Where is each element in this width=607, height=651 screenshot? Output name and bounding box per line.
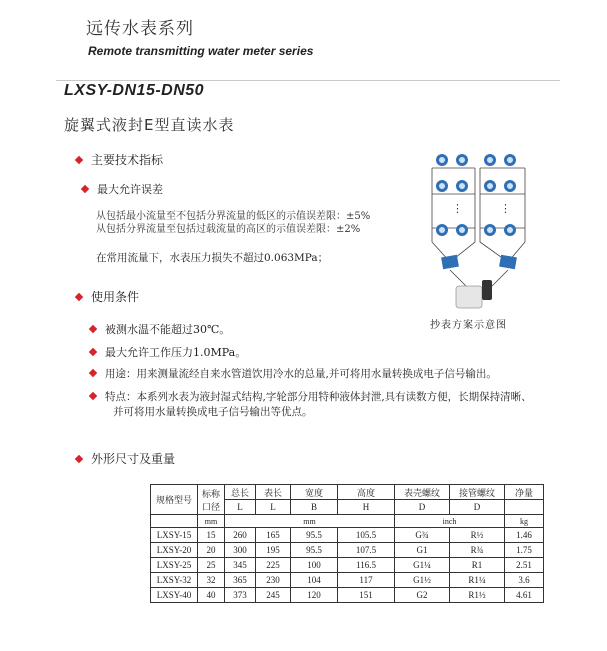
table-cell: R½ <box>450 528 505 543</box>
table-cell: 116.5 <box>338 558 395 573</box>
table-cell: G1½ <box>395 573 450 588</box>
diamond-bullet-icon <box>75 155 83 163</box>
section-usage <box>76 288 139 305</box>
spec-table <box>150 484 544 603</box>
sym-h: H <box>338 500 395 515</box>
sym-l1: L <box>225 500 256 515</box>
table-cell: G¾ <box>395 528 450 543</box>
usage-item-1 <box>90 321 230 337</box>
unit-blank <box>151 515 198 528</box>
usage-item-3-text: 用途：用来测量流经自来水管道饮用冷水的总量,并可将用水量转换成电子信号输出。 <box>105 368 497 380</box>
table-cell: R1 <box>450 558 505 573</box>
section-dims <box>76 450 175 467</box>
section-dims-label: 外形尺寸及重量 <box>91 452 176 466</box>
table-cell: 20 <box>198 543 225 558</box>
table-cell: 345 <box>225 558 256 573</box>
table-cell: 225 <box>256 558 291 573</box>
table-cell: 2.51 <box>505 558 544 573</box>
usage-item-3 <box>90 366 497 381</box>
table-cell: 107.5 <box>338 543 395 558</box>
diagram-caption: 抄表方案示意图 <box>430 320 507 331</box>
table-cell: 245 <box>256 588 291 603</box>
table-cell: 4.61 <box>505 588 544 603</box>
usage-item-2-text: 最大允许工作压力1.0MPa。 <box>105 346 247 359</box>
table-row <box>151 573 544 588</box>
table-cell: R1¼ <box>450 573 505 588</box>
diagram-ellipsis: ⋮ <box>500 202 511 215</box>
table-cell: 260 <box>225 528 256 543</box>
usage-item-1-text: 被测水温不能超过30℃。 <box>105 323 231 336</box>
col-spec: 规格型号 <box>151 485 198 515</box>
col-len: 表长 <box>256 485 291 500</box>
col-height: 高度 <box>338 485 395 500</box>
sym-l2: L <box>256 500 291 515</box>
usage-item-2 <box>90 344 246 360</box>
sym-empty <box>505 500 544 515</box>
collector-icon <box>499 255 517 270</box>
table-cell: 165 <box>256 528 291 543</box>
table-cell: 230 <box>256 573 291 588</box>
section-tech-label: 主要技术指标 <box>91 153 164 167</box>
col-width: 宽度 <box>291 485 338 500</box>
table-cell: LXSY-32 <box>151 573 198 588</box>
divider <box>56 80 560 81</box>
spec-table-body <box>151 528 544 603</box>
reader-device-icon <box>456 286 482 308</box>
col-pipe-thread: 接管螺纹 <box>450 485 505 500</box>
handheld-icon <box>482 280 492 300</box>
table-cell: 25 <box>198 558 225 573</box>
unit-mm2: mm <box>225 515 395 528</box>
usage-item-4-text: 特点：本系列水表为液封湿式结构,字轮部分用特种液体封泄,具有读数方便，长期保持清晰、 <box>105 391 532 403</box>
col-weight: 净量 <box>505 485 544 500</box>
error-heading <box>82 181 163 197</box>
table-cell: 373 <box>225 588 256 603</box>
unit-kg: kg <box>505 515 544 528</box>
col-dn: 标称口径 <box>198 485 225 515</box>
col-thread: 表壳螺纹 <box>395 485 450 500</box>
table-cell: G1¼ <box>395 558 450 573</box>
table-cell: 1.46 <box>505 528 544 543</box>
usage-item-4 <box>90 389 532 404</box>
error-line-2: 从包括分界流量至包括过载流量的高区的示值误差限：±2% <box>96 224 361 235</box>
diamond-bullet-icon <box>81 185 89 193</box>
table-row <box>151 528 544 543</box>
table-row <box>151 543 544 558</box>
table-cell: LXSY-15 <box>151 528 198 543</box>
diamond-bullet-icon <box>89 325 97 333</box>
unit-inch: inch <box>395 515 505 528</box>
diagram-ellipsis: ⋮ <box>452 202 463 215</box>
table-cell: G2 <box>395 588 450 603</box>
unit-mm1: mm <box>198 515 225 528</box>
error-line-1: 从包括最小流量至不包括分界流量的低区的示值误差限：±5% <box>96 211 371 222</box>
table-cell: 117 <box>338 573 395 588</box>
series-title: 远传水表系列 <box>86 19 194 39</box>
col-total-len: 总长 <box>225 485 256 500</box>
table-cell: 3.6 <box>505 573 544 588</box>
table-cell: 1.75 <box>505 543 544 558</box>
table-cell: 151 <box>338 588 395 603</box>
diamond-bullet-icon <box>89 392 97 400</box>
error-heading-label: 最大允许误差 <box>97 183 163 196</box>
diamond-bullet-icon <box>89 369 97 377</box>
table-cell: 15 <box>198 528 225 543</box>
pressure-loss: 在常用流量下，水表压力损失不超过0.063MPa； <box>96 252 329 264</box>
table-cell: 105.5 <box>338 528 395 543</box>
collector-icon <box>441 255 459 270</box>
diamond-bullet-icon <box>89 348 97 356</box>
table-cell: 195 <box>256 543 291 558</box>
table-cell: 120 <box>291 588 338 603</box>
sym-b: B <box>291 500 338 515</box>
table-cell: LXSY-40 <box>151 588 198 603</box>
table-cell: 95.5 <box>291 528 338 543</box>
table-cell: 104 <box>291 573 338 588</box>
table-row <box>151 588 544 603</box>
table-cell: LXSY-20 <box>151 543 198 558</box>
table-cell: 32 <box>198 573 225 588</box>
table-cell: LXSY-25 <box>151 558 198 573</box>
table-row <box>151 558 544 573</box>
meter-reading-diagram <box>420 150 550 315</box>
usage-item-4-cont: 并可将用水量转换成电子信号输出等优点。 <box>113 406 313 418</box>
table-cell: 95.5 <box>291 543 338 558</box>
table-cell: 365 <box>225 573 256 588</box>
diamond-bullet-icon <box>75 292 83 300</box>
section-tech <box>76 151 163 168</box>
sym-d1: D <box>395 500 450 515</box>
table-cell: 40 <box>198 588 225 603</box>
model-number: LXSY-DN15-DN50 <box>64 82 205 99</box>
diamond-bullet-icon <box>75 454 83 462</box>
table-cell: 300 <box>225 543 256 558</box>
table-cell: 100 <box>291 558 338 573</box>
table-cell: R1½ <box>450 588 505 603</box>
table-cell: R¾ <box>450 543 505 558</box>
table-cell: G1 <box>395 543 450 558</box>
series-title-en: Remote transmitting water meter series <box>88 44 314 58</box>
section-usage-label: 使用条件 <box>91 290 140 304</box>
sym-d2: D <box>450 500 505 515</box>
product-subtitle: 旋翼式液封E型直读水表 <box>64 116 235 134</box>
water-meter-icon-group <box>436 154 516 236</box>
